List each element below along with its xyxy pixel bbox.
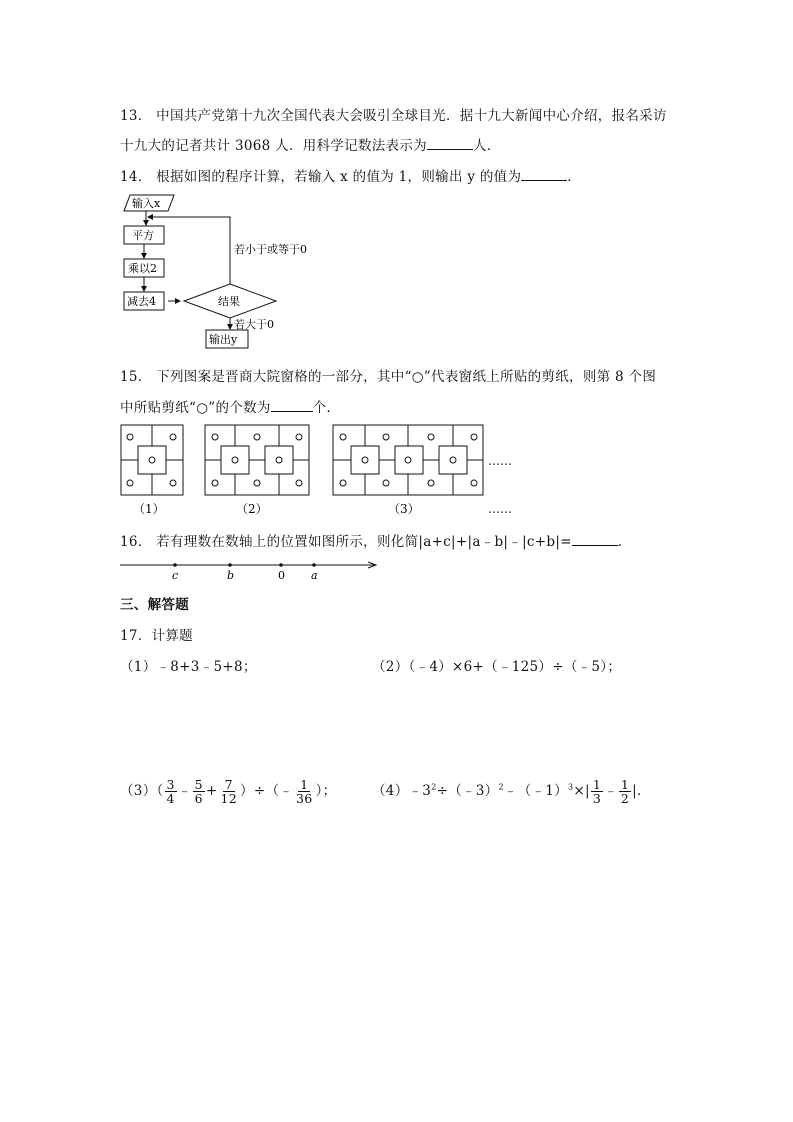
flow-mul2-label: 乘以2 <box>128 262 157 275</box>
q13-line2 <box>120 134 501 154</box>
flow-square-label: 平方 <box>132 229 154 242</box>
q13-line2-end: 人． <box>472 138 501 154</box>
q16-number-line <box>118 557 383 585</box>
p3-frac-1: $\frac{3}{4}$ <box>166 777 175 806</box>
p3-open: （3）（ <box>120 783 164 799</box>
p4-b: ÷（﹣3） <box>436 783 499 799</box>
pattern-label-2: （2） <box>236 502 268 516</box>
q15-answer-blank[interactable] <box>271 399 313 412</box>
q16-end: ． <box>617 534 632 550</box>
q17-title: 17．计算题 <box>120 628 193 644</box>
point-b-dot <box>228 563 232 567</box>
point-zero-label: 0 <box>278 569 285 582</box>
q15-line2-end: 个． <box>312 400 341 416</box>
p4-frac-1: $\frac{1}{3}$ <box>592 777 602 806</box>
q14-end: ． <box>567 169 582 185</box>
point-a-dot <box>312 563 316 567</box>
p3-mid: ）÷（﹣ <box>240 783 294 799</box>
p4-c: ﹣（﹣1） <box>503 783 568 799</box>
p3-op-2: + <box>205 783 218 799</box>
section-title: 三、解答题 <box>120 597 189 613</box>
q17-part2: （2）（﹣4）×6+（﹣125）÷（﹣5）； <box>372 659 622 675</box>
q17-part4 <box>372 778 651 805</box>
p3-frac-2: $\frac{5}{6}$ <box>194 777 203 806</box>
p3-frac-4: $\frac{1}{36}$ <box>296 777 313 806</box>
p3-end: ）； <box>315 783 337 799</box>
point-c-label: c <box>172 569 179 582</box>
q15-line2 <box>120 396 340 416</box>
q17-part1: （1）﹣8+3﹣5+8； <box>120 659 257 675</box>
q15-window-patterns <box>118 420 528 522</box>
q17-part3 <box>120 778 336 805</box>
q13-answer-blank[interactable] <box>427 137 473 150</box>
point-zero-dot <box>279 563 283 567</box>
point-a-label: a <box>311 569 318 582</box>
p3-op-1: ﹣ <box>177 783 192 799</box>
flow-sub4-label: 减去4 <box>127 295 156 308</box>
flow-loop-condition: 若小于或等于0 <box>234 243 307 256</box>
q14-flowchart <box>118 190 318 355</box>
p3-frac-3: $\frac{7}{12}$ <box>220 777 238 806</box>
q13-line2-text: 十九大的记者共计 3068 人．用科学记数法表示为 <box>120 138 427 154</box>
q14-answer-blank[interactable] <box>521 168 567 181</box>
p4-exp-2: 2 <box>498 782 504 792</box>
q16-question <box>120 530 632 550</box>
q16-text: 16． 若有理数在数轴上的位置如图所示，则化简|a+c|+|a﹣b|﹣|c+b|= <box>120 534 572 550</box>
flow-result-label: 结果 <box>218 295 240 308</box>
pattern-ellipsis-right: …… <box>488 454 512 468</box>
q14-text: 14． 根据如图的程序计算，若输入 x 的值为 1，则输出 y 的值为 <box>120 169 522 185</box>
point-c-dot <box>173 563 177 567</box>
p4-end: |． <box>632 783 651 799</box>
q16-answer-blank[interactable] <box>572 533 618 546</box>
q15-line2-text: 中所贴剪纸“○”的个数为 <box>120 400 271 416</box>
q13-line1: 13． 中国共产党第十九次全国代表大会吸引全球目光．据十九大新闻中心介绍，报名采访 <box>120 108 667 124</box>
p4-d: ×| <box>573 783 590 799</box>
pattern-label-3: （3） <box>388 502 420 516</box>
flow-out-condition: 若大于0 <box>234 318 274 331</box>
p4-exp-3: 3 <box>567 782 574 792</box>
q15-line1: 15． 下列图案是晋商大院窗格的一部分，其中“○”代表窗纸上所贴的剪纸，则第 8 个图 <box>120 369 657 385</box>
p4-op: ﹣ <box>604 783 618 799</box>
p4-frac-2: $\frac{1}{2}$ <box>620 777 630 806</box>
p4-a: （4）﹣3 <box>372 783 432 799</box>
flow-output-label: 输出y <box>209 333 238 346</box>
pattern-ellipsis-bottom: …… <box>488 502 512 516</box>
flow-loop-arrow <box>148 217 230 284</box>
p4-exp-1: 2 <box>431 782 437 792</box>
flow-input-label: 输入x <box>132 197 161 210</box>
pattern-label-1: （1） <box>133 502 165 516</box>
q14-question <box>120 165 581 185</box>
point-b-label: b <box>227 569 235 582</box>
